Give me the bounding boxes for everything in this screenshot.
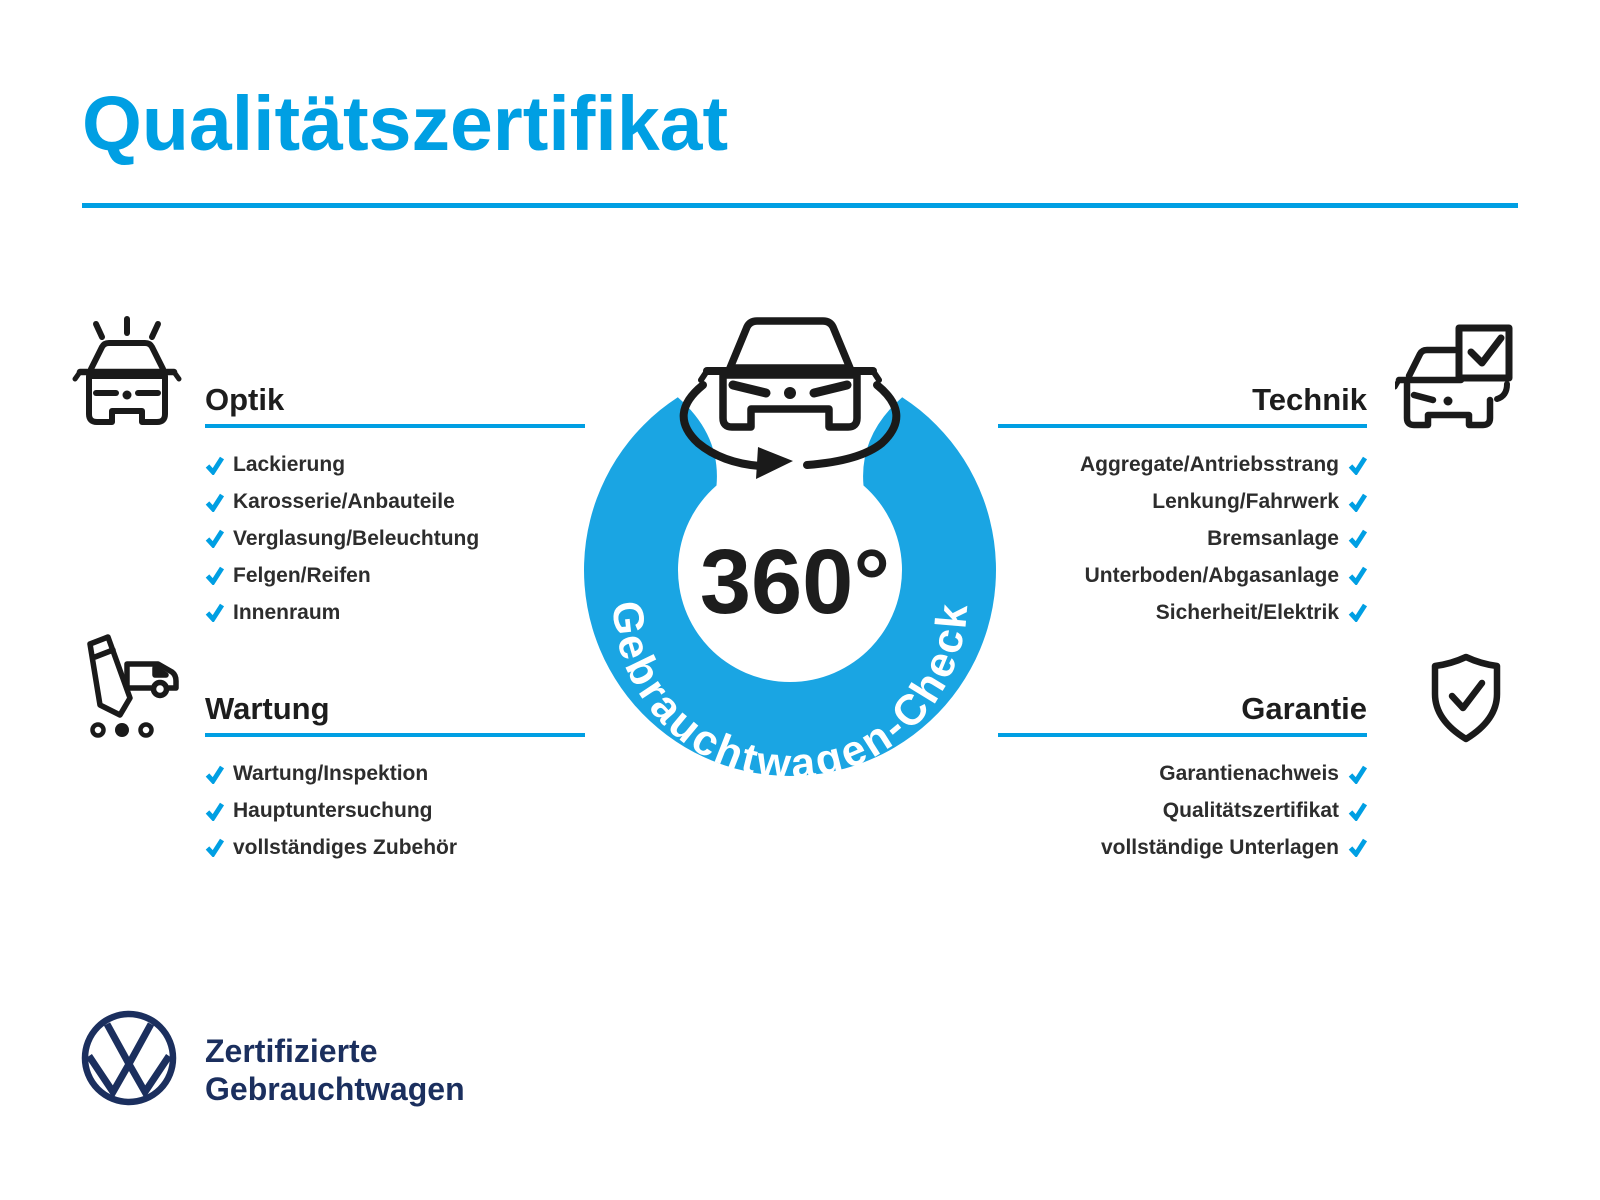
section-title-wartung: Wartung — [205, 691, 330, 726]
checklist-item — [205, 521, 479, 558]
checklist-item-label: Qualitätszertifikat — [1162, 799, 1339, 823]
checklist-item — [205, 447, 479, 484]
checklist-item-label: Felgen/Reifen — [233, 563, 371, 587]
checklist-item — [998, 557, 1367, 594]
check-icon — [205, 603, 224, 622]
check-icon — [205, 529, 224, 548]
checklist-item-label: Lenkung/Fahrwerk — [1152, 490, 1339, 514]
section-title-optik: Optik — [205, 382, 285, 417]
checklist-item-label: Innenraum — [233, 600, 341, 624]
checklist-item — [998, 594, 1367, 631]
checklist-item-label: vollständige Unterlagen — [1100, 835, 1339, 859]
checklist-item — [998, 756, 1367, 793]
check-icon — [1348, 838, 1367, 857]
section-title-technik: Technik — [1252, 382, 1367, 417]
check-icon — [1348, 456, 1367, 475]
checklist-item-label: vollständiges Zubehör — [233, 835, 458, 859]
checklist-item-label: Garantienachweis — [1159, 762, 1339, 786]
ring-curved-label: Gebrauchtwagen-Check — [602, 598, 978, 790]
checklist-item-label: Hauptuntersuchung — [233, 799, 433, 823]
technik-checklist — [998, 447, 1367, 631]
garantie-checklist — [998, 756, 1367, 866]
checklist-item — [205, 557, 479, 594]
technik-underline — [998, 424, 1367, 428]
car-checkbox-icon — [1395, 324, 1520, 436]
checklist-item — [205, 756, 457, 793]
degree-label: 360° — [699, 531, 891, 633]
wartung-checklist — [205, 756, 457, 866]
check-icon — [205, 566, 224, 585]
check-icon — [1348, 603, 1367, 622]
brand-line2: Gebrauchtwagen — [205, 1071, 465, 1107]
checklist-item — [205, 484, 479, 521]
checklist-item-label: Aggregate/Antriebsstrang — [1079, 453, 1339, 477]
optik-checklist — [205, 447, 479, 631]
checklist-item — [998, 793, 1367, 830]
check-icon — [1348, 566, 1367, 585]
title-divider — [82, 203, 1518, 208]
checklist-item — [998, 521, 1367, 558]
check-icon — [205, 765, 224, 784]
check-icon — [205, 493, 224, 512]
checklist-item — [205, 793, 457, 830]
checklist-item — [998, 830, 1367, 867]
brand-line1: Zertifizierte — [205, 1033, 378, 1069]
checklist-item-label: Verglasung/Beleuchtung — [233, 526, 480, 550]
checklist-item-label: Sicherheit/Elektrik — [1155, 600, 1339, 624]
page-title: Qualitätszertifikat — [82, 81, 729, 167]
check-icon — [1348, 493, 1367, 512]
shield-check-icon — [1424, 650, 1508, 746]
check-icon — [1348, 802, 1367, 821]
check-icon — [205, 838, 224, 857]
pencil-vehicle-icon — [74, 630, 189, 742]
rotating-car-icon — [684, 321, 897, 479]
brand-lockup — [205, 1032, 465, 1108]
checklist-item-label: Lackierung — [233, 453, 346, 477]
optik-underline — [205, 424, 585, 428]
garantie-underline — [998, 733, 1367, 737]
vw-emblem-dot — [784, 387, 796, 399]
section-title-garantie: Garantie — [1241, 691, 1367, 726]
check-icon — [205, 456, 224, 475]
check-icon — [1348, 529, 1367, 548]
360-degree-badge — [555, 290, 1025, 790]
car-shine-icon — [72, 316, 182, 434]
vw-logo — [79, 1008, 179, 1108]
check-icon — [1348, 765, 1367, 784]
check-icon — [205, 802, 224, 821]
rotation-arrowhead — [756, 447, 793, 479]
checklist-item — [998, 484, 1367, 521]
checklist-item — [205, 594, 479, 631]
checklist-item-label: Karosserie/Anbauteile — [233, 490, 455, 514]
checklist-item — [205, 830, 457, 867]
checklist-item-label: Wartung/Inspektion — [233, 762, 429, 786]
checklist-item-label: Unterboden/Abgasanlage — [1084, 563, 1339, 587]
checklist-item-label: Bremsanlage — [1207, 526, 1339, 550]
wartung-underline — [205, 733, 585, 737]
checklist-item — [998, 447, 1367, 484]
